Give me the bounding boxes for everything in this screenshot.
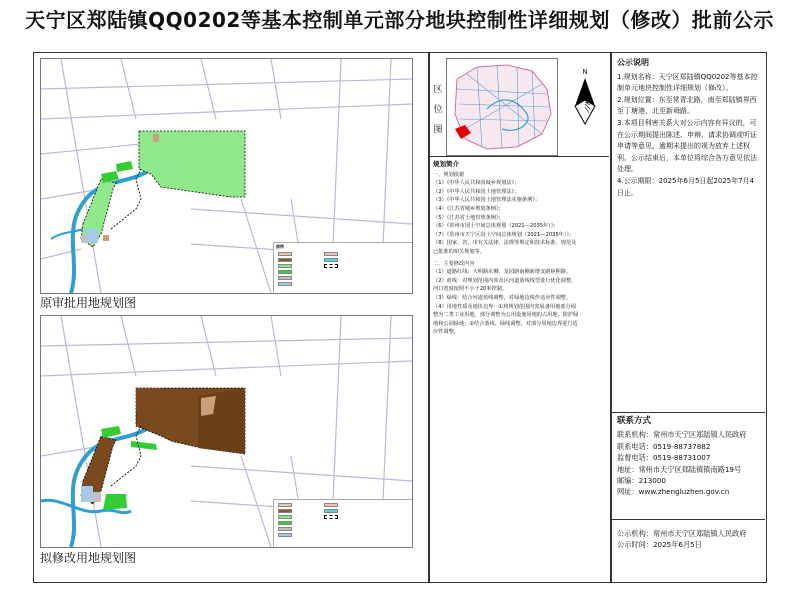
notice-paragraph: 4.公示期限：2025年6月5日起2025年7月4日止。 [617, 176, 755, 197]
contact-section [617, 416, 763, 498]
contact-line: 监督电话：0519-88731007 [617, 453, 711, 463]
contact-line[interactable]: 网址：www.zhengluzhen.gov.cn [617, 487, 730, 497]
basis-item: （2）《中华人民共和国土地管理法》； [433, 188, 520, 195]
notice-paragraph: 3.本项目利害关系人对公示内容有异议的，可在公示期间提出陈述、申辩，请求协调或听证申请等意见，逾期未提出的视为放弃上述权利。公示结束后，本单位将综合各方意见依法处理。 [617, 118, 757, 174]
content-item: （3）绿线：结合河道蓝线调整，对绿地边线作适应性调整。 [433, 294, 572, 301]
legend-title: 图例 [276, 244, 284, 249]
content-item: 地和公园绿地；②结合蓝线、绿线调整，对部分用地边界进行适 [433, 320, 578, 327]
original-land-use-map [40, 58, 413, 294]
location-map-label: 区 位 图 [433, 85, 443, 135]
publisher-date: 公示时间：2025年6月5日 [617, 540, 702, 550]
page-title: 天宁区郑陆镇QQ0202等基本控制单元部分地块控制性详细规划（修改）批前公示 [25, 8, 774, 32]
basis-item: （4）《江苏省城乡规划条例》； [433, 205, 504, 212]
publisher-section [617, 528, 763, 551]
content-item: 河口宽度按照不小于20米控制。 [433, 286, 508, 293]
planning-brief [433, 160, 608, 337]
notice-section [617, 57, 761, 199]
legend-top [273, 242, 413, 294]
contact-line: 地址：常州市天宁区郑陆镇镇南路19号 [617, 464, 742, 474]
content-heading: 二、主要修改内容 [433, 260, 475, 267]
proposed-land-use-map [40, 315, 413, 548]
contact-title: 联系方式 [617, 416, 652, 426]
basis-item: （1）《中华人民共和国城乡规划法》； [433, 180, 520, 187]
notice-paragraph: 2.规划位置：东至常青北路，南至郑陆镇界西至丁塘港，北至新舜路。 [617, 95, 757, 116]
basis-item: （3）《中华人民共和国土地管理法实施条例》； [433, 197, 541, 204]
north-arrow-icon [570, 76, 600, 126]
basis-item: （8）国家、省、市有关法律、法规等规定和技术标准、规范及 [433, 240, 577, 247]
legend-bottom [273, 499, 413, 548]
contact-line: 联系机构：常州市天宁区郑陆镇人民政府 [617, 430, 747, 440]
basis-heading: 一、规划依据 [433, 171, 465, 178]
north-label: N [582, 68, 588, 76]
north-arrow [570, 68, 600, 128]
basis-item: （6）《常州市国土空间总体规划（2021—2035年）》； [433, 223, 559, 230]
notice-paragraph: 1.规划名称：天宁区郑陆镇QQ0202等基本控制单元地块控制性详细规划（修改）。 [617, 72, 758, 93]
content-item: 应性调整。 [433, 329, 459, 336]
basis-item: （7）《常州市天宁区国土空间总体规划（2021—2035年）》； [433, 231, 575, 238]
location-divider [429, 156, 609, 157]
publisher-divider [611, 519, 765, 520]
contact-line: 联系电话：0519-88737882 [617, 441, 711, 451]
content-item: （2）蓝线：对规划范围内涉及区河道蓝线线型进行优化调整， [433, 277, 577, 284]
content-item: （1）道路红线：大明路东侧、龙园路南侧新增支路焦熙路。 [433, 269, 572, 276]
basis-item: 已批准的相关规划等。 [433, 248, 485, 255]
basis-item: （5）《江苏省土地管理条例》； [433, 214, 504, 221]
brief-title: 规划简介 [433, 160, 459, 168]
contact-line: 邮编：213000 [617, 476, 667, 486]
original-map-caption: 原审批用地规划图 [40, 296, 137, 310]
content-item: （4）用地性质及地块边界：①将规划范围内宽展备用地部分调 [433, 303, 576, 310]
contact-divider [611, 412, 765, 413]
location-map [446, 58, 558, 156]
publisher-org: 公示机构：常州市天宁区郑陆镇人民政府 [617, 529, 747, 538]
content-item: 整为二类工业用地，部分调整为公用设施用地的占用地、防护绿 [433, 312, 579, 319]
proposed-map-caption: 拟修改用地规划图 [40, 551, 137, 565]
notice-title: 公示说明 [617, 58, 649, 67]
